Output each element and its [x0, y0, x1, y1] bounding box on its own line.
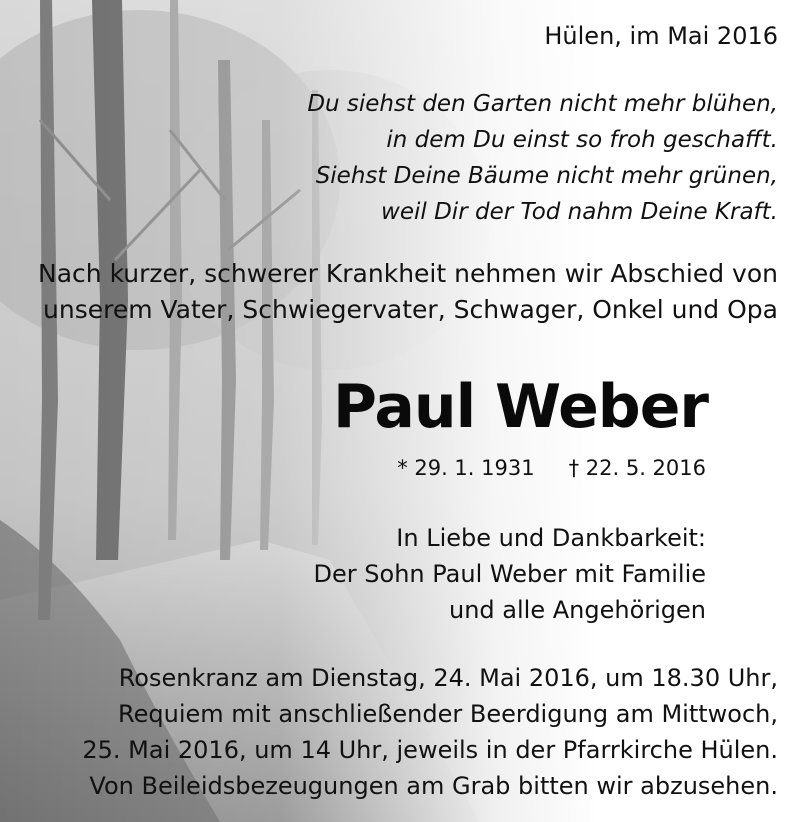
- deceased-name: Paul Weber: [333, 372, 708, 442]
- announcement-intro: [38, 256, 778, 328]
- poem-line: Siehst Deine Bäume nicht mehr grünen,: [315, 163, 778, 189]
- poem-line: in dem Du einst so froh geschafft.: [386, 127, 778, 153]
- memorial-poem: [307, 86, 778, 230]
- poem-line: Du siehst den Garten nicht mehr blühen,: [307, 91, 778, 117]
- service-line: Rosenkranz am Dienstag, 24. Mai 2016, um 18.30 Uhr,: [118, 664, 778, 692]
- service-line: 25. Mai 2016, um 14 Uhr, jeweils in der Pfarrkirche Hülen.: [82, 736, 778, 764]
- mourners-line: In Liebe und Dankbarkeit:: [396, 524, 706, 552]
- place-and-date: Hülen, im Mai 2016: [544, 22, 778, 50]
- service-line: Requiem mit anschließender Beerdigung am Mittwoch,: [118, 700, 778, 728]
- poem-line: weil Dir der Tod nahm Deine Kraft.: [381, 199, 778, 225]
- death-date: † 22. 5. 2016: [568, 456, 706, 480]
- intro-line: unserem Vater, Schwiegervater, Schwager, Onkel und Opa: [43, 295, 778, 324]
- mourners-list: [314, 520, 706, 628]
- life-dates: [397, 456, 706, 480]
- service-details: [82, 660, 778, 804]
- mourners-line: und alle Angehörigen: [449, 596, 706, 624]
- service-line: Von Beileidsbezeugungen am Grab bitten wir abzusehen.: [89, 772, 778, 800]
- birth-date: * 29. 1. 1931: [397, 456, 535, 480]
- intro-line: Nach kurzer, schwerer Krankheit nehmen wir Abschied von: [38, 259, 778, 288]
- mourners-line: Der Sohn Paul Weber mit Familie: [313, 560, 706, 588]
